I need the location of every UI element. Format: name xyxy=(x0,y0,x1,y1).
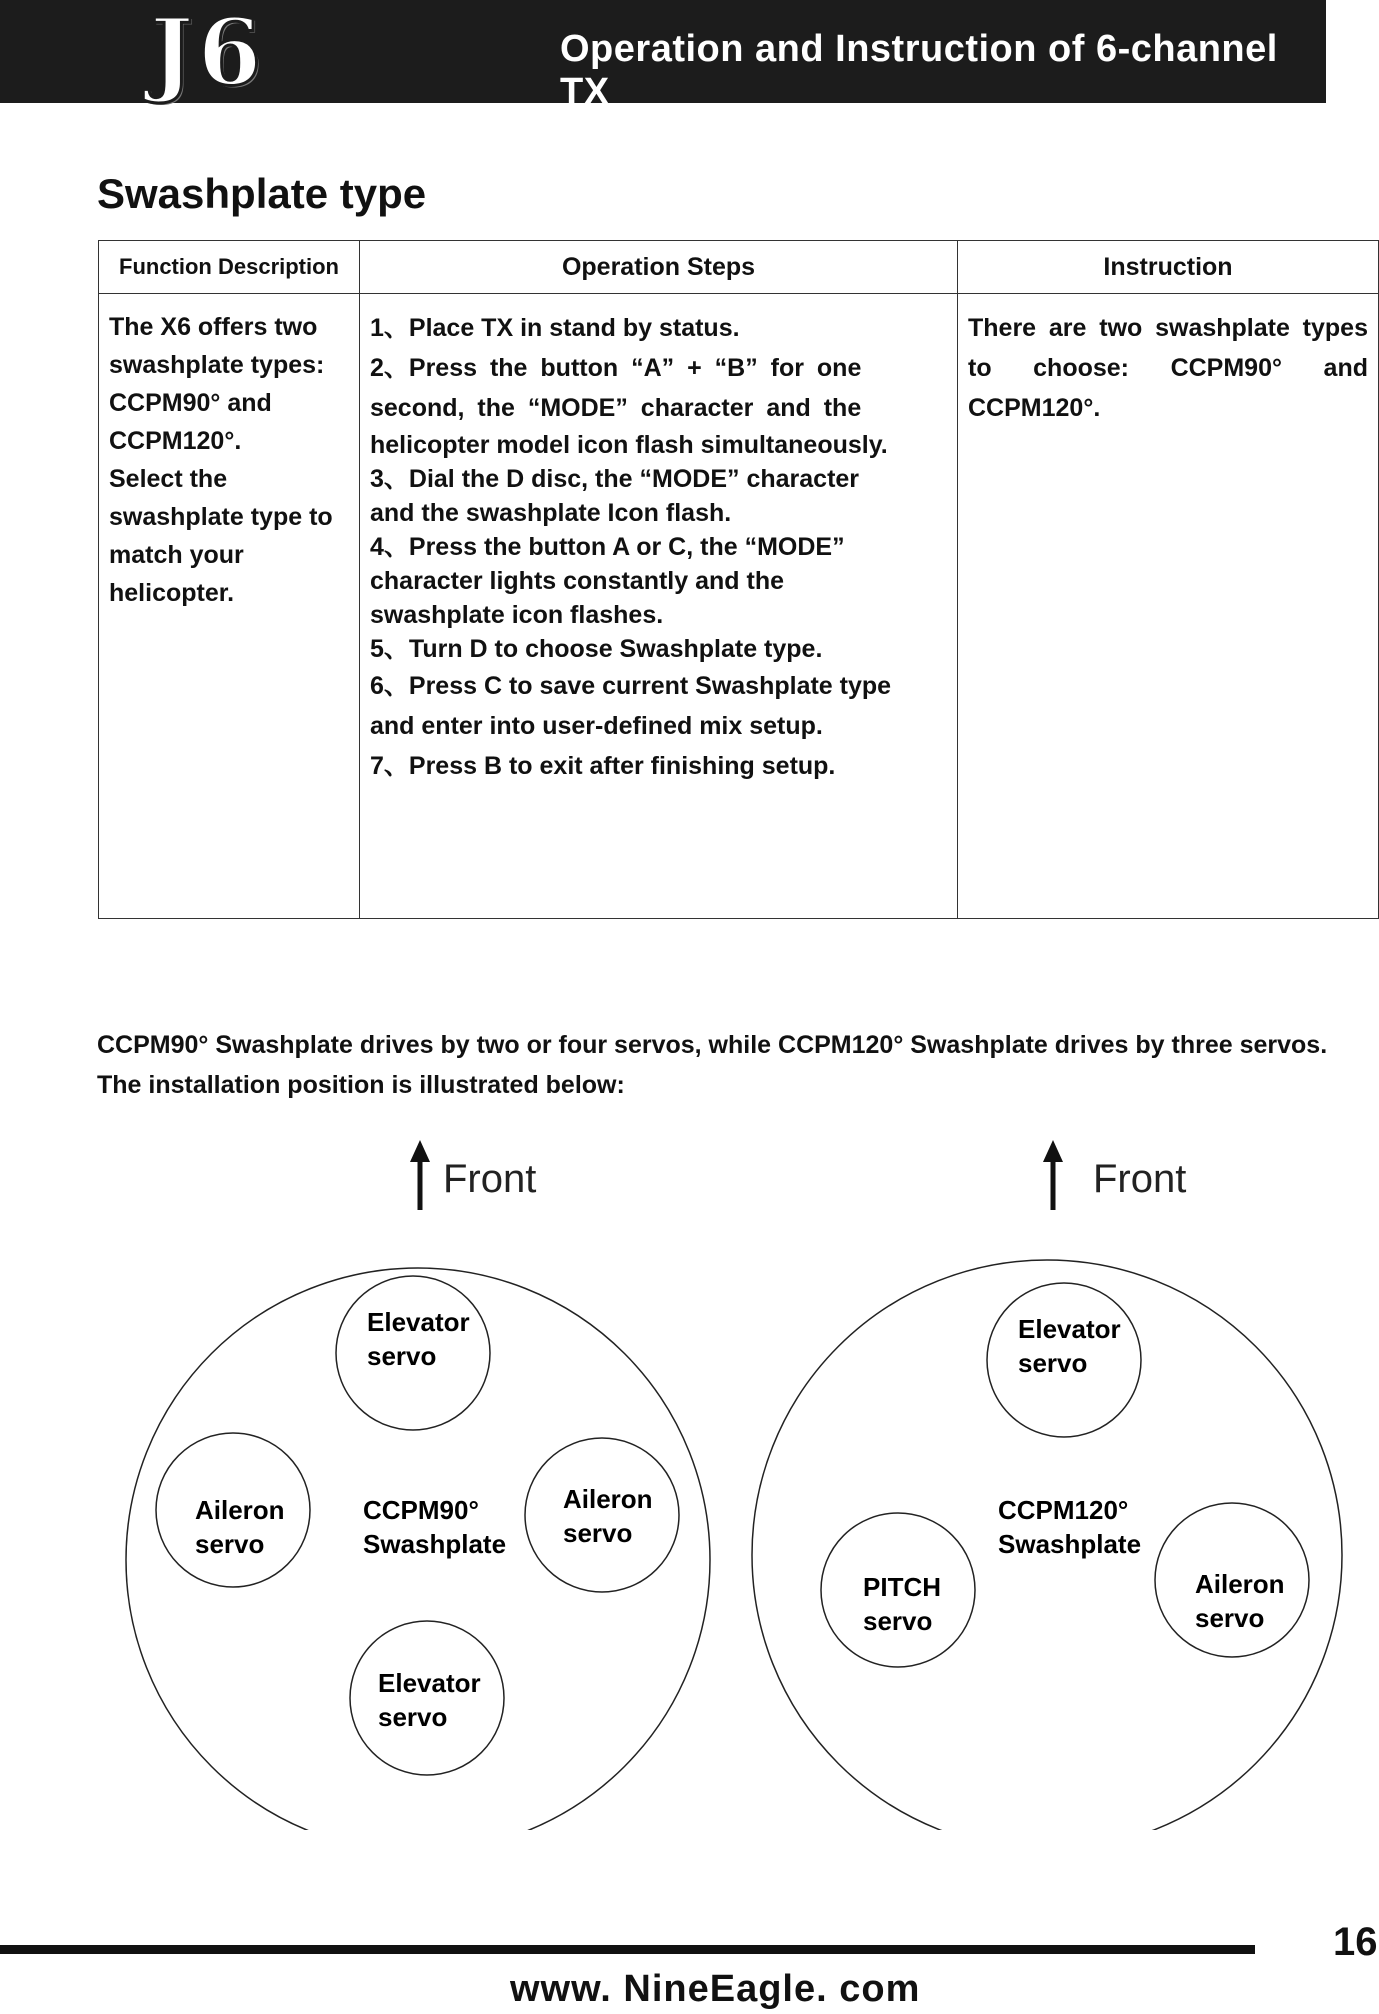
function-line: CCPM90° and xyxy=(109,389,272,417)
header-function-description: Function Description xyxy=(99,241,360,294)
swashplate-label: CCPM90° xyxy=(363,1495,479,1525)
servo-label: servo xyxy=(1195,1603,1265,1633)
section-title: Swashplate type xyxy=(97,170,427,217)
installation-note: CCPM90° Swashplate drives by two or four servos, while CCPM120° Swashplate drives by three servos. The installation position is illustrated below: xyxy=(97,1031,1328,1099)
swashplate-table xyxy=(98,240,1379,919)
swashplate-label: Swashplate xyxy=(363,1529,507,1559)
step-line: 7、Press B to exit after finishing setup. xyxy=(370,752,836,780)
servo-circle xyxy=(350,1621,504,1775)
servo-label: servo xyxy=(378,1702,448,1732)
table-header-row xyxy=(99,241,1379,294)
step-line: character lights constantly and the xyxy=(370,567,784,595)
step-line: swashplate icon flashes. xyxy=(370,601,664,629)
servo-label: Elevator xyxy=(378,1668,481,1698)
front-label-left: Front xyxy=(443,1157,537,1201)
step-line: 4、Press the button A or C, the “MODE” xyxy=(370,533,845,561)
function-line: The X6 offers two xyxy=(109,313,318,341)
front-arrow-right xyxy=(1043,1140,1063,1210)
servo-label: Elevator xyxy=(367,1307,470,1337)
function-line: CCPM120°. xyxy=(109,427,242,455)
step-line: second, the “MODE” character and the xyxy=(370,394,862,422)
instruction-cell xyxy=(958,294,1379,919)
function-line: helicopter. xyxy=(109,579,235,607)
step-line: helicopter model icon flash simultaneously. xyxy=(370,431,888,459)
servo-label: Elevator xyxy=(1018,1314,1121,1344)
function-line: swashplate type to xyxy=(109,503,333,531)
step-line: 1、Place TX in stand by status. xyxy=(370,314,740,342)
servo-label: servo xyxy=(195,1529,265,1559)
step-line: 5、Turn D to choose Swashplate type. xyxy=(370,635,823,663)
servo-label: Aileron xyxy=(1195,1569,1285,1599)
website-url: www. NineEagle. com xyxy=(510,1968,921,2010)
swashplate-label: CCPM120° xyxy=(998,1495,1129,1525)
function-description-cell xyxy=(99,294,360,919)
step-line: and enter into user-defined mix setup. xyxy=(370,712,823,740)
servo-label: servo xyxy=(367,1341,437,1371)
function-line: match your xyxy=(109,541,244,569)
page-number: 16 xyxy=(1333,1920,1378,1964)
table-row xyxy=(99,294,1379,919)
function-line: Select the xyxy=(109,465,228,493)
servo-label: Aileron xyxy=(195,1495,285,1525)
operation-steps-cell xyxy=(360,294,958,919)
front-arrow-left xyxy=(410,1140,430,1210)
instruction-text: There are two swashplate types to choose: CCPM90° and CCPM120°. xyxy=(968,314,1368,422)
servo-circle xyxy=(525,1438,679,1592)
step-line: 3、Dial the D disc, the “MODE” character xyxy=(370,465,860,493)
step-line: and the swashplate Icon flash. xyxy=(370,499,732,527)
servo-label: servo xyxy=(863,1606,933,1636)
header-operation-steps: Operation Steps xyxy=(360,241,958,294)
front-label-right: Front xyxy=(1093,1157,1187,1201)
step-line: 2、Press the button “A” + “B” for one xyxy=(370,354,862,382)
step-line: 6、Press C to save current Swashplate type xyxy=(370,672,892,700)
swashplate-label: Swashplate xyxy=(998,1529,1142,1559)
servo-label: PITCH xyxy=(863,1572,941,1602)
j6-logo: J6 xyxy=(150,0,266,106)
servo-diagram xyxy=(0,1130,1379,1830)
servo-label: Aileron xyxy=(563,1484,653,1514)
servo-label: servo xyxy=(563,1518,633,1548)
header-instruction: Instruction xyxy=(958,241,1379,294)
header-title: Operation and Instruction of 6-channel TX xyxy=(560,28,1278,113)
page-header xyxy=(0,0,1326,113)
servo-label: servo xyxy=(1018,1348,1088,1378)
footer-bar xyxy=(0,1945,1255,1954)
function-line: swashplate types: xyxy=(109,351,325,379)
